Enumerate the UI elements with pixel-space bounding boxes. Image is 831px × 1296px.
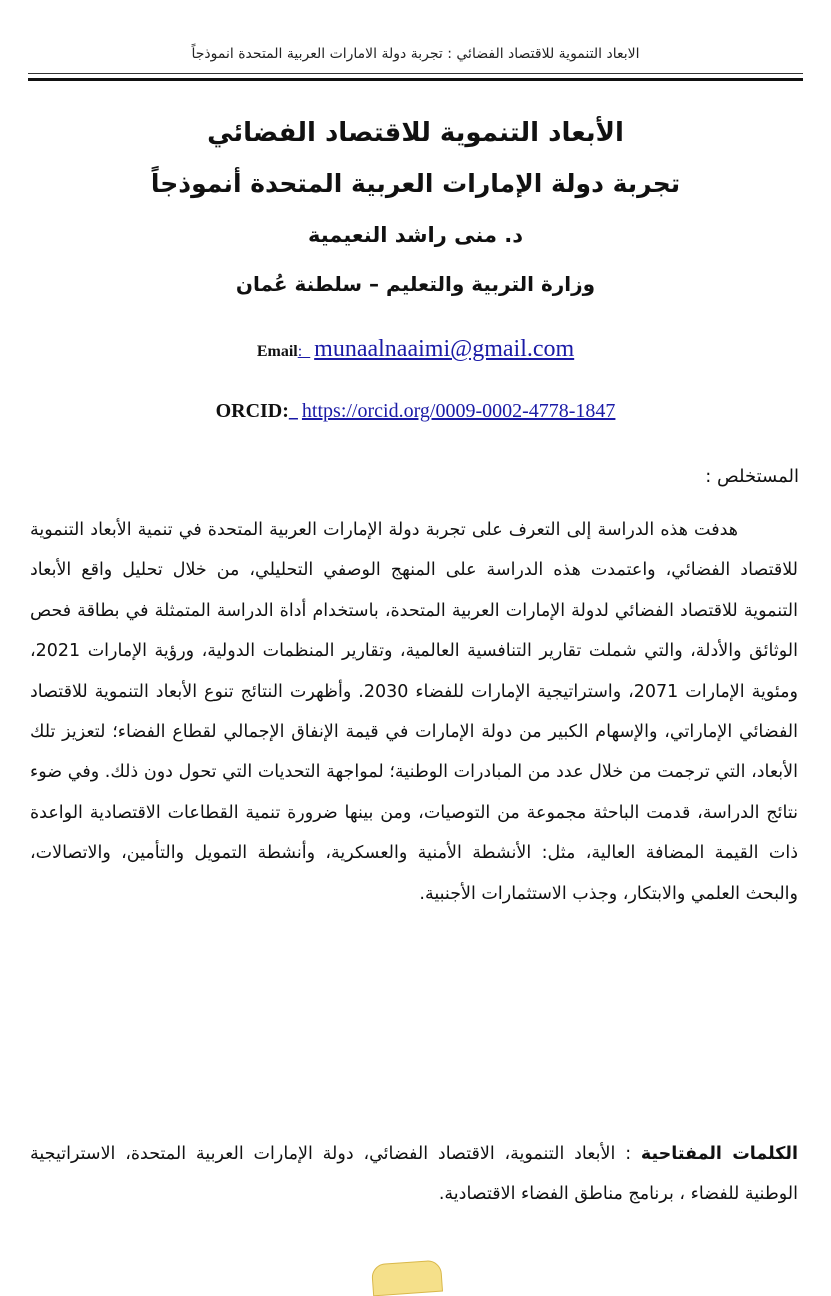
orcid-row [30,400,801,423]
paper-title: الأبعاد التنموية للاقتصاد الفضائي [207,118,624,148]
paper-subtitle: تجربة دولة الإمارات العربية المتحدة أنموذجاً [150,169,681,198]
abstract-heading: المستخلص : [705,466,799,487]
keywords-label: الكلمات المفتاحية [640,1144,798,1164]
keywords-paragraph [30,1134,798,1214]
abstract-body: هدفت هذه الدراسة إلى التعرف على تجربة دولة الإمارات العربية المتحدة في تنمية الأبعاد التنموية للاقتصاد الفضائي، واعتمدت هذه الدراسة على المنهج الوصفي التحليلي، من خلال تحليل واقع الأبعاد التنموية للاقتصاد الفضائي لدولة الإمارات العربية المتحدة، باستخدام أداة الدراسة المتمثلة في بطاقة فحص الوثائق والأدلة، والتي شملت تقارير التنافسية العالمية، وتقارير المنظمات الدولية، ورؤية الإمارات 2021، ومئوية الإمارات 2071، واستراتيجية الإمارات للفضاء 2030. وأظهرت النتائج تنوع الأبعاد التنموية للاقتصاد الفضائي الإماراتي، والإسهام الكبير من دولة الإمارات في قيمة الإنفاق الإجمالي لقطاع الفضاء؛ لتعزيز تلك الأبعاد، التي ترجمت من خلال عدد من المبادرات الوطنية؛ لمواجهة التحديات التي تحول دون ذلك. وفي ضوء نتائج الدراسة، قدمت الباحثة مجموعة من التوصيات، ومن بينها ضرورة تنمية القطاعات الاقتصادية الواعدة ذات القيمة المضافة العالية، مثل: الأنشطة الأمنية والعسكرية، وأنشطة التمويل والتأمين، والاتصالات، والبحث العلمي والابتكار، وجذب الاستثمارات الأجنبية. [30,520,798,904]
sticky-note-corner [371,1260,443,1296]
header-rule-thick [28,78,803,81]
email-separator: :_ [297,343,311,360]
email-label: Email [256,343,298,360]
keywords-text: : الأبعاد التنموية، الاقتصاد الفضائي، دولة الإمارات العربية المتحدة، الاستراتيجية الوطنية للفضاء ، برنامج مناطق الفضاء الاقتصادية. [30,1144,798,1204]
author-name: د. منى راشد النعيمية [307,223,524,247]
orcid-separator: _ [288,401,298,421]
orcid-link[interactable]: https://orcid.org/0009-0002-4778-1847 [301,400,616,422]
orcid-label: ORCID: [215,400,289,422]
header-rule-thin [28,73,803,74]
email-row [30,336,801,363]
email-link[interactable]: munaalnaaimi@gmail.com [314,336,575,362]
title-block [30,108,801,308]
running-header: الابعاد التنموية للاقتصاد الفضائي : تجربة دولة الامارات العربية المتحدة انموذجاً [191,46,640,62]
author-affiliation: وزارة التربية والتعليم – سلطنة عُمان [235,272,596,296]
